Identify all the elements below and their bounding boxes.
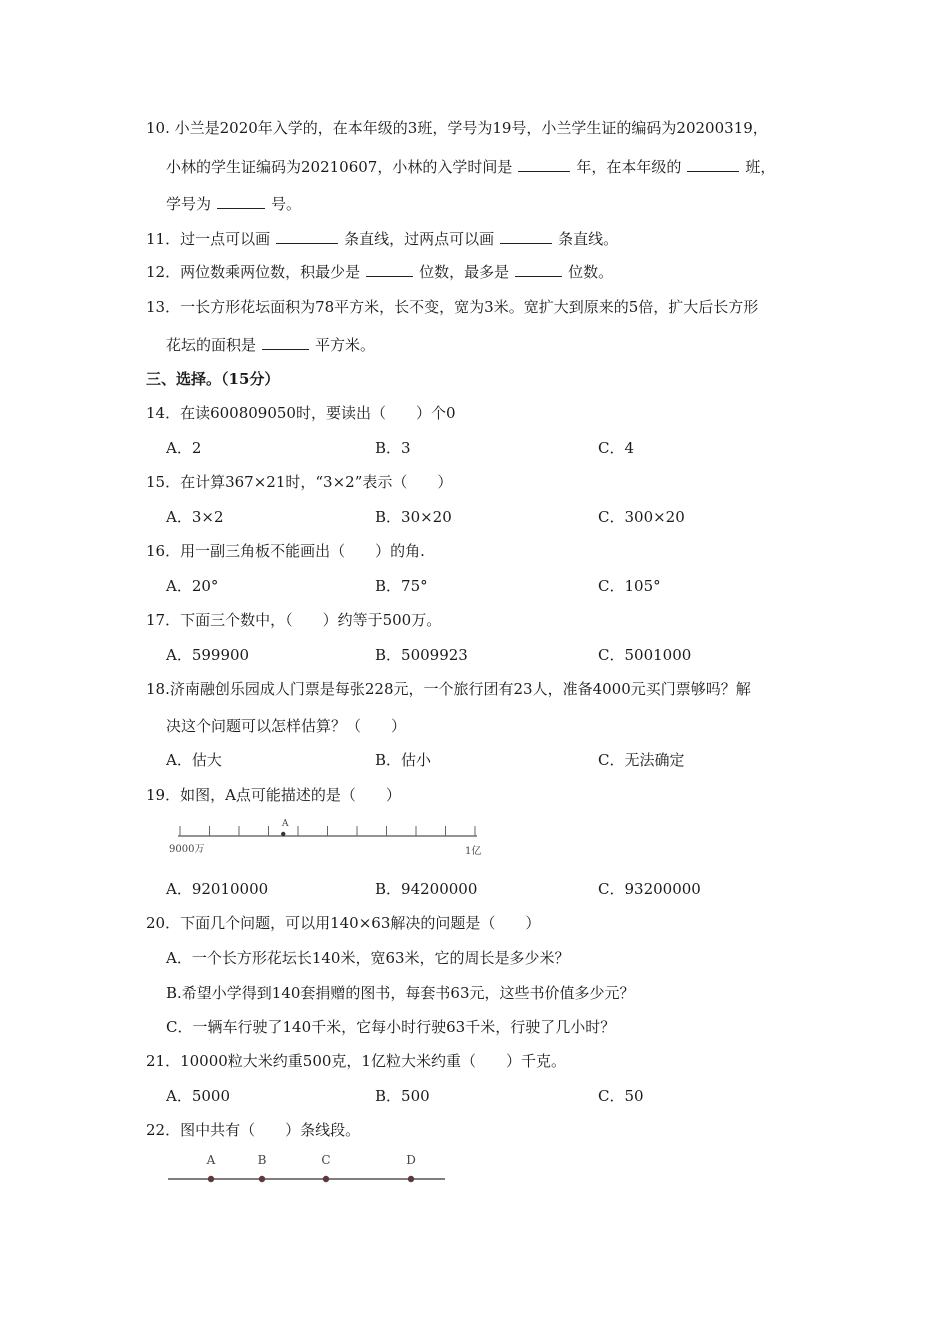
q22-point-d [408,1176,414,1182]
q10-text-c: 班， [745,158,776,176]
q11-text-b: 条直线，过两点可以画 [344,230,495,248]
q19-option-b[interactable]: B．94200000 [375,880,478,898]
q12-text-b: 位数，最多是 [419,263,510,281]
q20-stem: 20．下面几个问题，可以用140×63解决的问题是（ ） [146,914,541,932]
q14-option-a[interactable]: A．2 [166,439,202,457]
q10-line1: 10. 小兰是2020年入学的，在本年级的3班，学号为19号，小兰学生证的编码为20200319， [146,119,768,137]
q22-point-label-c: C [321,1153,331,1167]
q20-option-b[interactable]: B.希望小学得到140套捐赠的图书，每套书63元，这些书价值多少元？ [166,984,635,1002]
section-title: 三、选择。（15分） [146,370,280,388]
q20-option-c[interactable]: C．一辆车行驶了140千米，它每小时行驶63千米，行驶了几小时？ [166,1018,616,1036]
q18-option-c[interactable]: C．无法确定 [598,751,685,769]
q12-text-c: 位数。 [568,263,614,281]
q19-option-c[interactable]: C．93200000 [598,880,701,898]
q12-blank-1[interactable] [366,262,413,277]
q13-line1: 13．一长方形花坛面积为78平方米，长不变，宽为3米。宽扩大到原来的5倍，扩大后长方形 [146,298,759,316]
q22-segment-figure [165,1148,450,1190]
q13-text-a: 花坛的面积是 [166,336,257,354]
q19-point-a [281,832,285,836]
q18-line2: 决这个问题可以怎样估算？（ ） [166,717,407,735]
q22-point-b [259,1176,265,1182]
q10-line3 [166,194,301,214]
q13-blank[interactable] [262,335,309,350]
q22-point-a [208,1176,214,1182]
q21-option-b[interactable]: B．500 [375,1087,430,1105]
q10-year-blank[interactable] [518,157,570,172]
q14-option-b[interactable]: B．3 [375,439,411,457]
q11-text-c: 条直线。 [558,230,619,248]
q21-stem: 21．10000粒大米约重500克，1亿粒大米约重（ ）千克。 [146,1052,566,1070]
q21-option-c[interactable]: C．50 [598,1087,644,1105]
q18-option-b[interactable]: B．估小 [375,751,432,769]
q15-option-b[interactable]: B．30×20 [375,508,452,526]
q17-stem: 17．下面三个数中，（ ）约等于500万。 [146,611,442,629]
q15-option-c[interactable]: C．300×20 [598,508,685,526]
q16-option-c[interactable]: C．105° [598,577,661,595]
q20-option-a[interactable]: A．一个长方形花坛长140米，宽63米，它的周长是多少米？ [166,949,570,967]
q14-option-c[interactable]: C．4 [598,439,635,457]
q12 [146,262,613,282]
q19-option-a[interactable]: A．92010000 [166,880,269,898]
q11-blank-1[interactable] [276,229,338,244]
q10-text-d: 学号为 [166,195,212,213]
q10-text-b: 年，在本年级的 [576,158,682,176]
q17-option-a[interactable]: A．599900 [166,646,250,664]
q10-text-a: 小林的学生证编码为20210607，小林的入学时间是 [166,158,513,176]
q19-left-label: 9000万 [169,844,205,855]
q22-point-c [323,1176,329,1182]
q11-blank-2[interactable] [500,229,552,244]
q10-class-blank[interactable] [687,157,739,172]
q17-option-c[interactable]: C．5001000 [598,646,692,664]
q13-text-b: 平方米。 [315,336,376,354]
q15-stem: 15．在计算367×21时，“3×2”表示（ ） [146,473,453,491]
q21-option-a[interactable]: A．5000 [166,1087,231,1105]
q19-stem: 19．如图，A点可能描述的是（ ） [146,786,401,804]
q19-number-line-figure [165,812,495,862]
q16-option-b[interactable]: B．75° [375,577,428,595]
q17-option-b[interactable]: B．5009923 [375,646,468,664]
q18-option-a[interactable]: A．估大 [166,751,222,769]
q14-stem: 14．在读600809050时，要读出（ ）个0 [146,404,456,422]
q22-point-label-b: B [257,1153,267,1167]
q16-option-a[interactable]: A．20° [166,577,219,595]
q11 [146,229,618,249]
q12-text-a: 12．两位数乘两位数，积最少是 [146,263,361,281]
q19-ticks [180,826,475,836]
q10-line2 [166,157,775,177]
q22-point-label-a: A [206,1153,216,1167]
q18-line1: 18.济南融创乐园成人门票是每张228元，一个旅行团有23人，准备4000元买门票够吗？解 [146,680,751,698]
q19-right-label: 1亿 [465,846,482,857]
q22-stem: 22．图中共有（ ）条线段。 [146,1121,361,1139]
q22-point-label-d: D [406,1153,416,1167]
q22-points [206,1153,416,1182]
q15-option-a[interactable]: A．3×2 [166,508,224,526]
q11-text-a: 11．过一点可以画 [146,230,271,248]
q13-line2 [166,335,375,355]
q10-text-e: 号。 [271,195,302,213]
q10-number-blank[interactable] [217,194,265,209]
q12-blank-2[interactable] [515,262,562,277]
q19-point-label: A [282,819,289,829]
q16-stem: 16．用一副三角板不能画出（ ）的角. [146,542,425,560]
